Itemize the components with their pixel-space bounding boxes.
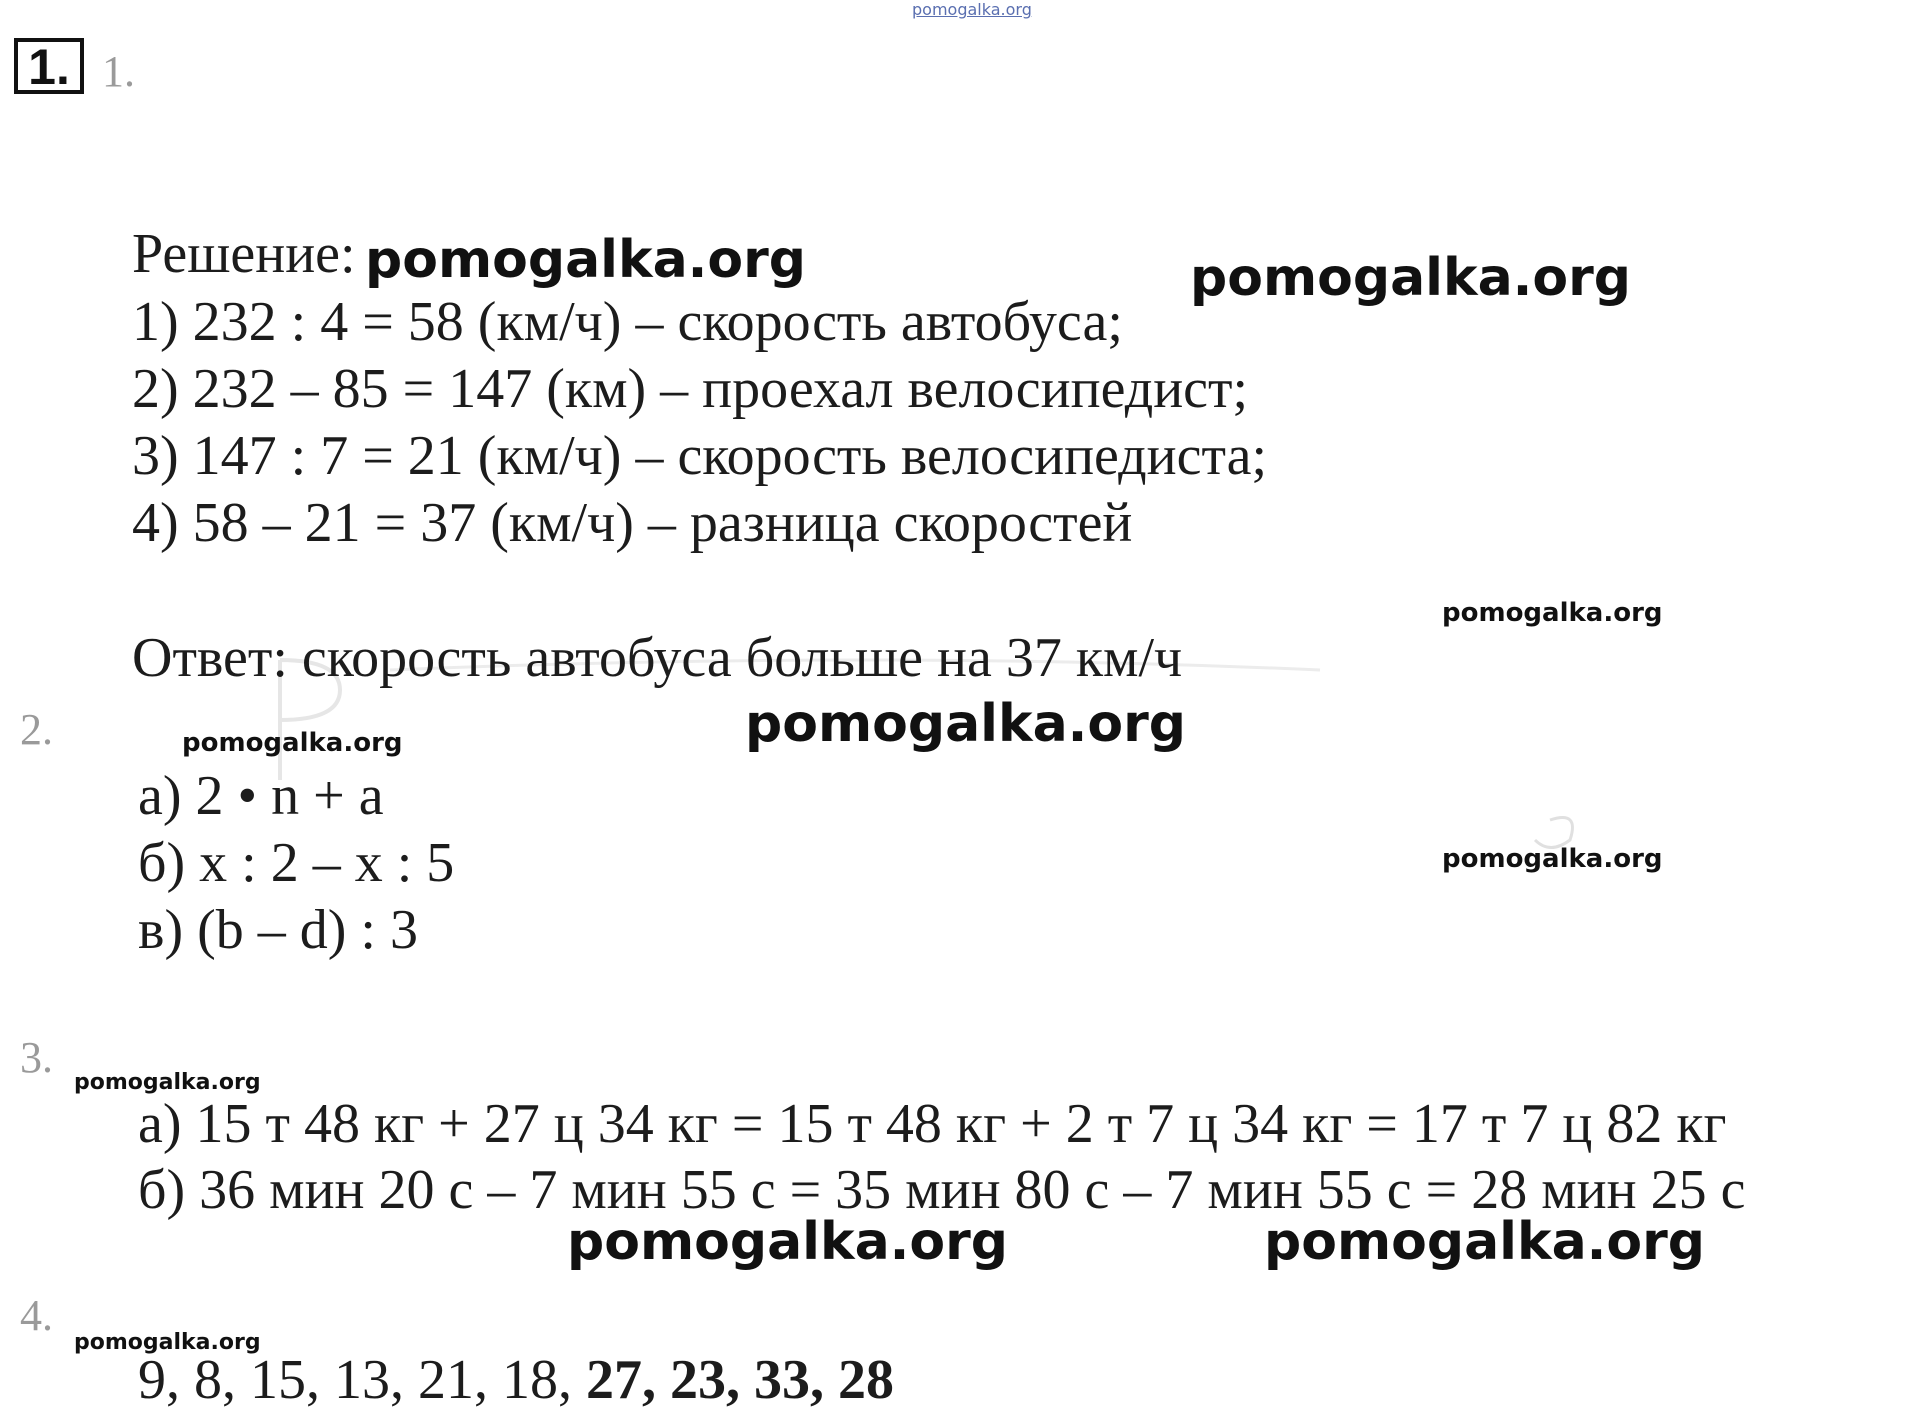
watermark-10: pomogalka.org (74, 1330, 261, 1355)
expression-a: а) 2 • n + a (138, 765, 384, 827)
watermark-6: pomogalka.org (1442, 844, 1663, 874)
sequence-regular: 9, 8, 15, 13, 21, 18, (138, 1349, 586, 1411)
expression-c: в) (b – d) : 3 (138, 899, 418, 961)
section-2-label: 2. (20, 705, 53, 754)
watermark-8: pomogalka.org (567, 1212, 1009, 1272)
watermark-5: pomogalka.org (182, 728, 403, 758)
conversion-a: а) 15 т 48 кг + 27 ц 34 кг = 15 т 48 кг + 2 т 7 ц 34 кг = 17 т 7 ц 82 кг (138, 1093, 1727, 1155)
watermark-2: pomogalka.org (1190, 248, 1632, 308)
solution-step-1: 1) 232 : 4 = 58 (км/ч) – скорость автобуса; (132, 291, 1123, 353)
expression-b: б) x : 2 – x : 5 (138, 832, 455, 894)
task-number-box: 1. (14, 38, 84, 94)
conversion-b: б) 36 мин 20 с – 7 мин 55 с = 35 мин 80 с – 7 мин 55 с = 28 мин 25 с (138, 1159, 1746, 1221)
solution-step-2: 2) 232 – 85 = 147 (км) – проехал велосипедист; (132, 358, 1249, 420)
watermark-9: pomogalka.org (1264, 1212, 1706, 1272)
number-sequence (138, 1349, 894, 1411)
section-3-label: 3. (20, 1033, 53, 1082)
top-watermark: pomogalka.org (912, 0, 1032, 19)
solution-heading: Решение: (132, 223, 356, 285)
watermark-4: pomogalka.org (745, 694, 1187, 754)
section-4-label: 4. (20, 1291, 53, 1340)
solution-step-4: 4) 58 – 21 = 37 (км/ч) – разница скоростей (132, 492, 1133, 554)
sub-number-1: 1. (102, 47, 135, 96)
solution-answer: Ответ: скорость автобуса больше на 37 км/ч (132, 627, 1183, 689)
solution-step-3: 3) 147 : 7 = 21 (км/ч) – скорость велосипедиста; (132, 425, 1268, 487)
watermark-7: pomogalka.org (74, 1070, 261, 1095)
watermark-1: pomogalka.org (365, 230, 807, 290)
watermark-3: pomogalka.org (1442, 598, 1663, 628)
sequence-bold: 27, 23, 33, 28 (586, 1349, 894, 1411)
